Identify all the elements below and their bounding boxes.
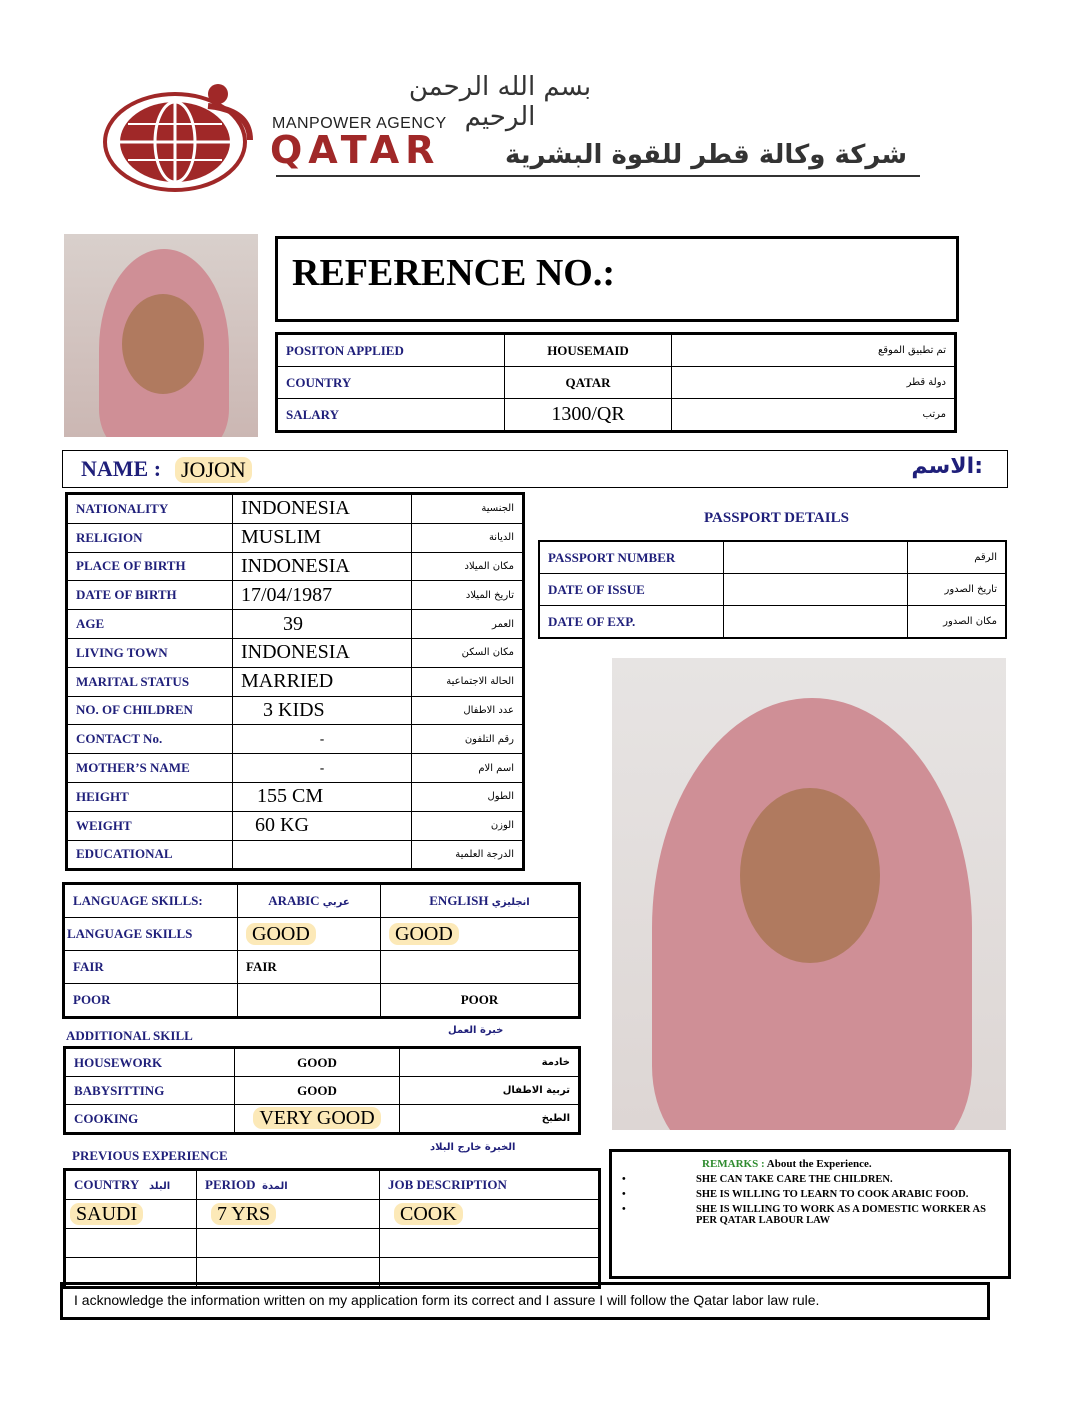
position-table [275,332,957,433]
agency-subtitle: MANPOWER AGENCY [272,115,447,132]
skill-arabic: خادمة [400,1048,580,1077]
table-row [277,367,956,399]
table-row [64,918,580,951]
info-value: MARRIED [233,667,412,696]
info-label: PLACE OF BIRTH [67,552,233,581]
salary-label: SALARY [277,399,505,432]
skill-arabic: تربية الاطفال [400,1077,580,1105]
arabic-level: FAIR [238,951,381,984]
bismillah-calligraphy: بسم الله الرحمن الرحيم [408,72,592,132]
acknowledgement-box [60,1282,990,1320]
reference-title: REFERENCE NO.: [292,252,616,294]
skill-label: COOKING [65,1105,235,1134]
salary-value: 1300/QR [505,399,672,432]
experience-job [380,1229,600,1258]
table-row [64,884,580,918]
language-header-label: LANGUAGE SKILLS: [64,884,238,918]
header-divider [276,175,920,177]
name-label: NAME : [81,456,162,481]
experience-period-value: 7 YRS [211,1203,276,1225]
info-arabic: مكان الميلاد [412,552,524,581]
table-row [539,541,1006,574]
table-row [67,610,524,639]
info-arabic: الوزن [412,811,524,840]
table-row [67,494,524,524]
table-row [65,1229,600,1258]
table-row [67,725,524,754]
table-row [65,1077,580,1105]
info-arabic: الحالة الاجتماعية [412,667,524,696]
remark-text: SHE IS WILLING TO WORK AS A DOMESTIC WORKER AS PER QATAR LABOUR LAW [696,1204,986,1226]
experience-job-value: COOK [394,1203,463,1225]
language-table [62,882,581,1019]
info-label: NATIONALITY [67,494,233,524]
table-row [65,1170,600,1200]
position-value: HOUSEMAID [505,334,672,367]
info-value: 60 KG [233,811,412,840]
arabic-ar: عربي [322,897,350,908]
additional-skill-title-arabic: خبرة العمل [448,1025,504,1036]
arabic-level [238,984,381,1018]
personal-info-table [65,492,525,871]
period-header-en: PERIOD [205,1177,256,1192]
info-label: EDUCATIONAL [67,840,233,870]
info-arabic: عدد الاطفال [412,696,524,725]
position-label: POSITON APPLIED [277,334,505,367]
country-header-en: COUNTRY [74,1177,140,1192]
passport-title: PASSPORT DETAILS [704,510,849,526]
acknowledgement-text: I acknowledge the information written on my application form its correct and I assure I will follow the Qatar labor law rule. [74,1292,820,1308]
country-arabic: دولة قطر [672,367,956,399]
english-level-value: GOOD [389,923,459,945]
job-column-header: JOB DESCRIPTION [380,1170,600,1200]
list-item: • SHE IS WILLING TO WORK AS A DOMESTIC WORKER AS PER QATAR LABOUR LAW [622,1204,992,1226]
skill-value: GOOD [235,1048,400,1077]
info-label: LIVING TOWN [67,638,233,667]
salary-arabic: مرتب [672,399,956,432]
experience-period [197,1200,380,1229]
info-value: 155 CM [233,782,412,811]
passport-label: PASSPORT NUMBER [539,541,724,574]
table-row [65,1200,600,1229]
remark-text: SHE IS WILLING TO LEARN TO COOK ARABIC FOOD. [696,1189,969,1200]
english-ar: انجليزي [491,897,530,908]
additional-skill-title: ADDITIONAL SKILL [66,1028,193,1043]
info-value: INDONESIA [233,494,412,524]
experience-job [380,1200,600,1229]
table-row [67,782,524,811]
table-row [65,1105,580,1134]
info-label: CONTACT No. [67,725,233,754]
language-row-label: POOR [64,984,238,1018]
info-label: WEIGHT [67,811,233,840]
position-arabic: تم تطبيق الموقع [672,334,956,367]
arabic-level [238,918,381,951]
info-value: INDONESIA [233,638,412,667]
info-label: AGE [67,610,233,639]
remarks-subtitle: About the Experience. [766,1158,872,1170]
table-row [67,552,524,581]
experience-title: PREVIOUS EXPERIENCE [72,1148,228,1163]
info-value [233,840,412,870]
name-arabic: الاسم: [911,454,983,479]
info-label: NO. OF CHILDREN [67,696,233,725]
english-level [381,951,580,984]
info-value: 39 [233,610,412,639]
agency-logo [100,80,255,195]
passport-value [724,574,908,606]
globe-logo-icon [100,80,255,195]
name-box [62,450,1008,488]
table-row [67,754,524,783]
passport-arabic: الرقم [908,541,1007,574]
arabic-column-header [238,884,381,918]
arabic-en: ARABIC [268,893,320,908]
english-en: ENGLISH [429,893,489,908]
experience-period [197,1229,380,1258]
english-level: POOR [381,984,580,1018]
name-value: JOJON [175,457,252,483]
experience-table [63,1168,601,1289]
passport-value [724,606,908,639]
experience-country [65,1229,197,1258]
english-column-header [381,884,580,918]
experience-title-arabic: الخبرة خارج البلاد [430,1142,516,1153]
remarks-list [622,1174,992,1226]
passport-table [538,540,1007,639]
info-arabic: الدرجة العلمية [412,840,524,870]
table-row [277,399,956,432]
table-row [539,606,1006,639]
table-row [67,581,524,610]
reference-box [275,236,959,322]
info-label: MOTHER’S NAME [67,754,233,783]
info-arabic: رقم التلفون [412,725,524,754]
country-label: COUNTRY [277,367,505,399]
country-value: QATAR [505,367,672,399]
table-row [67,840,524,870]
remark-text: SHE CAN TAKE CARE THE CHILDREN. [696,1174,893,1185]
list-item: • SHE CAN TAKE CARE THE CHILDREN. [622,1174,992,1185]
skill-value [235,1105,400,1134]
table-row [67,667,524,696]
info-label: RELIGION [67,523,233,552]
skill-label: HOUSEWORK [65,1048,235,1077]
table-row [64,984,580,1018]
list-item: • SHE IS WILLING TO LEARN TO COOK ARABIC FOOD. [622,1189,992,1200]
language-row-label: LANGUAGE SKILLS [64,918,238,951]
skill-arabic: الطبخ [400,1105,580,1134]
country-header-ar: البلد [149,1181,171,1192]
passport-label: DATE OF EXP. [539,606,724,639]
english-level [381,918,580,951]
passport-arabic: تاريخ الصدور [908,574,1007,606]
info-arabic: الطول [412,782,524,811]
table-row [67,523,524,552]
additional-skill-table [63,1046,581,1135]
info-arabic: الجنسية [412,494,524,524]
agency-name: QATAR [270,128,441,172]
experience-country-value: SAUDI [70,1203,143,1225]
applicant-photo-large [612,658,1006,1130]
info-arabic: اسم الام [412,754,524,783]
info-label: DATE OF BIRTH [67,581,233,610]
info-value: 3 KIDS [233,696,412,725]
table-row [277,334,956,367]
table-row [539,574,1006,606]
table-row [64,951,580,984]
country-column-header [65,1170,197,1200]
info-value: - [233,754,412,783]
passport-value [724,541,908,574]
passport-arabic: مكان الصدور [908,606,1007,639]
info-arabic: مكان السكن [412,638,524,667]
info-value: MUSLIM [233,523,412,552]
period-header-ar: المدة [262,1181,288,1192]
table-row [67,696,524,725]
info-label: HEIGHT [67,782,233,811]
remarks-box [609,1149,1011,1279]
skill-value: GOOD [235,1077,400,1105]
info-arabic: الديانة [412,523,524,552]
info-label: MARITAL STATUS [67,667,233,696]
language-row-label: FAIR [64,951,238,984]
remarks-title: REMARKS : [702,1158,765,1170]
info-arabic: تاريخ الميلاد [412,581,524,610]
table-row [65,1048,580,1077]
info-value: - [233,725,412,754]
remarks-heading [702,1158,872,1170]
experience-country [65,1200,197,1229]
info-arabic: العمر [412,610,524,639]
arabic-level-value: GOOD [246,923,316,945]
table-row [67,638,524,667]
agency-name-arabic: شركة وكالة قطر للقوة البشرية [505,140,908,170]
skill-value-text: VERY GOOD [253,1107,380,1129]
info-value: INDONESIA [233,552,412,581]
table-row [67,811,524,840]
passport-label: DATE OF ISSUE [539,574,724,606]
skill-label: BABYSITTING [65,1077,235,1105]
applicant-photo-small [64,234,258,437]
info-value: 17/04/1987 [233,581,412,610]
period-column-header [197,1170,380,1200]
